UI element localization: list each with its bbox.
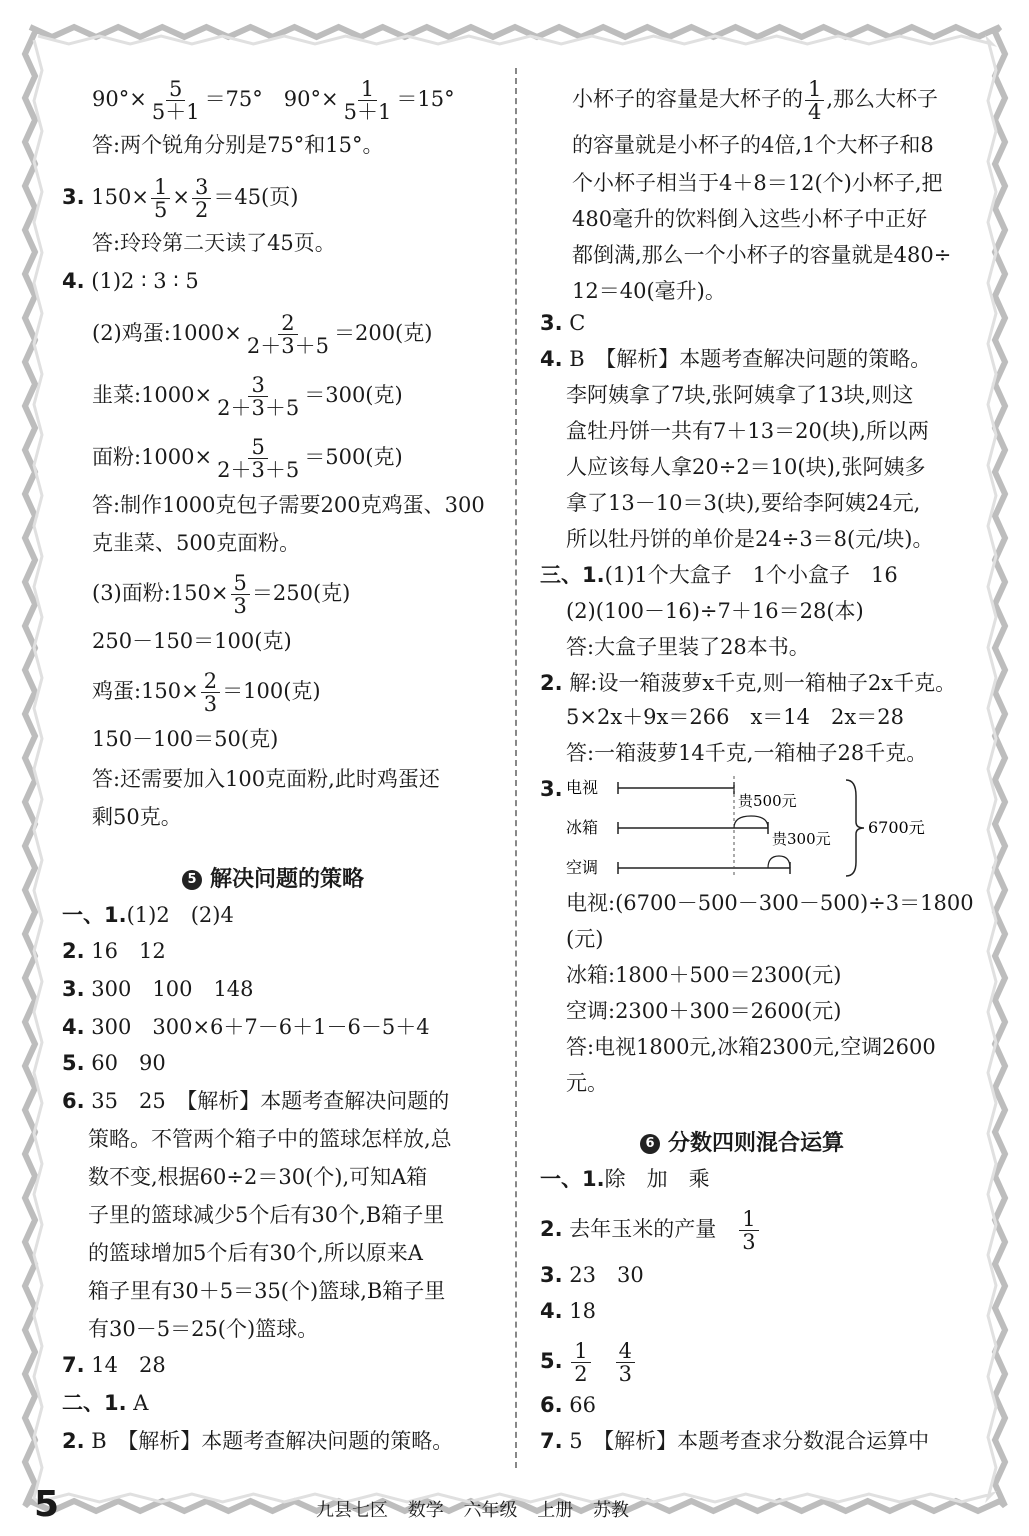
answer-line: 答:两个锐角分别是75°和15°。 (92, 133, 384, 157)
diagram-more-500: 贵500元 (738, 792, 797, 810)
answer-item: 7. 14 28 (62, 1353, 166, 1377)
answer-line: 答:一箱菠萝14千克,一箱柚子28千克。 (566, 741, 928, 765)
answer-line: 策略。不管两个箱子中的篮球怎样放,总 (88, 1127, 452, 1151)
section-number-badge: 5 (182, 870, 202, 890)
answer-line: 都倒满,那么一个小杯子的容量就是480÷ (572, 243, 952, 267)
answer-line: 盒牡丹饼一共有7＋13＝20(块),所以两 (566, 419, 929, 443)
answer-line: 5×2x＋9x＝266 x＝14 2x＝28 (566, 705, 904, 729)
answer-item: 5. 60 90 (62, 1051, 166, 1075)
answer-item: 6. 66 (540, 1393, 597, 1417)
answer-line: 元。 (566, 1071, 608, 1095)
answer-line: 480毫升的饮料倒入这些小杯子中正好 (572, 207, 928, 231)
line-segment-diagram (538, 776, 938, 886)
section-title-5: 5 解决问题的策略 (182, 862, 364, 893)
footer-grade: 六年级 (463, 1500, 518, 1521)
answer-item: 一、1.(1)2 (2)4 (62, 903, 234, 927)
diagram-label-tv: 电视 (566, 778, 599, 797)
answer-line: 克韭菜、500克面粉。 (92, 531, 301, 555)
answer-item: 2. 去年玉米的产量 $\frac{1}{3}$ (540, 1208, 761, 1253)
answer-line: (元) (566, 927, 604, 951)
answer-line: 答:制作1000克包子需要200克鸡蛋、300 (92, 493, 485, 517)
answer-line: 90°× $\frac{5}{5+1}$ ＝75° 90°× $\frac{1}{5+1}$ ＝15° (92, 77, 455, 124)
diagram-more-300: 贵300元 (772, 830, 831, 848)
answer-line: 箱子里有30＋5＝35(个)篮球,B箱子里 (88, 1279, 446, 1303)
answer-line: 数不变,根据60÷2＝30(个),可知A箱 (88, 1165, 428, 1189)
page-number: 5 (34, 1484, 60, 1525)
column-divider (515, 68, 517, 1468)
answer-line: 答:玲玲第二天读了45页。 (92, 231, 336, 255)
answer-line: 个小杯子相当于4＋8＝12(个)小杯子,把 (572, 171, 943, 195)
footer-region: 九县七区 (316, 1500, 388, 1521)
answer-item: 6. 35 25 【解析】本题考查解决问题的 (62, 1089, 450, 1113)
answer-item: 3. 300 100 148 (62, 977, 254, 1001)
answer-line: 12＝40(毫升)。 (572, 279, 726, 303)
answer-line: (2)(100－16)÷7＋16＝28(本) (566, 599, 864, 623)
total-brace (846, 780, 864, 876)
answer-line: 人应该每人拿20÷2＝10(块),张阿姨多 (566, 455, 926, 479)
page-footer (34, 1484, 59, 1525)
footer-volume: 上册 (537, 1500, 574, 1521)
answer-item: 4. 300 300×6＋7－6＋1－6－5＋4 (62, 1015, 430, 1039)
answer-item: 4. B 【解析】本题考查解决问题的策略。 (540, 347, 932, 371)
answer-item: 5. $\frac{1}{2}$ $\frac{4}{3}$ (540, 1340, 637, 1385)
section-title-6: 6 分数四则混合运算 (640, 1126, 844, 1157)
answer-item: 4. 18 (540, 1299, 597, 1323)
answer-line: 小杯子的容量是大杯子的 $\frac{1}{4}$ ,那么大杯子 (572, 77, 939, 124)
answer-item-3: 3. 150× $\frac{1}{5}$ × $\frac{3}{2}$ ＝45(页) (62, 175, 299, 222)
answer-line: 空调:2300＋300＝2600(元) (566, 999, 842, 1023)
answer-line: 电视:(6700－500－300－500)÷3＝1800 (566, 891, 974, 915)
answer-line: 李阿姨拿了7块,张阿姨拿了13块,则这 (566, 383, 914, 407)
brace-300 (768, 856, 790, 868)
answer-line: 250－150＝100(克) (92, 629, 292, 653)
diagram-label-ac: 空调 (566, 858, 599, 877)
answer-line: 的容量就是小杯子的4倍,1个大杯子和8 (572, 133, 934, 157)
answer-item: 一、1.除 加 乘 (540, 1167, 710, 1191)
footer-subject: 数学 (407, 1500, 444, 1521)
footer-edition: 苏教 (592, 1500, 629, 1521)
answer-item: 7. 5 【解析】本题考查求分数混合运算中 (540, 1429, 930, 1453)
answer-line: (2)鸡蛋:1000× $\frac{2}{2+3+5}$ ＝200(克) (92, 311, 433, 358)
answer-item: 3. 23 30 (540, 1263, 644, 1287)
answer-line: 有30－5＝25(个)篮球。 (88, 1317, 319, 1341)
brace-500 (734, 816, 768, 828)
answer-item: 2. 16 12 (62, 939, 166, 963)
answer-line: 答:大盒子里装了28本书。 (566, 635, 810, 659)
answer-line: 的篮球增加5个后有30个,所以原来A (88, 1241, 423, 1265)
answer-line: 所以牡丹饼的单价是24÷3＝8(元/块)。 (566, 527, 934, 551)
answer-item: 2. 解:设一箱菠萝x千克,则一箱柚子2x千克。 (540, 671, 957, 695)
diagram-total: 6700元 (868, 818, 925, 837)
answer-item-4: 4. (1)2 ∶ 3 ∶ 5 (62, 269, 199, 293)
answer-item: 3. (540, 777, 563, 801)
answer-item: 二、1. A (62, 1391, 149, 1415)
section-number-badge: 6 (640, 1134, 660, 1154)
footer-info (316, 1496, 643, 1522)
answer-line: 韭菜:1000× $\frac{3}{2+3+5}$ ＝300(克) (92, 373, 403, 420)
answer-item: 三、1.(1)1个大盒子 1个小盒子 16 (540, 563, 898, 587)
diagram-label-fridge: 冰箱 (566, 818, 599, 837)
answer-line: 答:电视1800元,冰箱2300元,空调2600 (566, 1035, 936, 1059)
answer-item: 2. B 【解析】本题考查解决问题的策略。 (62, 1429, 454, 1453)
answer-line: 答:还需要加入100克面粉,此时鸡蛋还 (92, 767, 440, 791)
answer-line: 剩50克。 (92, 805, 182, 829)
answer-line: 150－100＝50(克) (92, 727, 279, 751)
answer-line: 面粉:1000× $\frac{5}{2+3+5}$ ＝500(克) (92, 435, 403, 482)
answer-line: 冰箱:1800＋500＝2300(元) (566, 963, 842, 987)
answer-line: 子里的篮球减少5个后有30个,B箱子里 (88, 1203, 445, 1227)
answer-item: 3. C (540, 311, 586, 335)
answer-line: 鸡蛋:150× $\frac{2}{3}$ ＝100(克) (92, 669, 321, 716)
answer-line: 拿了13－10＝3(块),要给李阿姨24元, (566, 491, 921, 515)
answer-line: (3)面粉:150× $\frac{5}{3}$ ＝250(克) (92, 571, 351, 618)
